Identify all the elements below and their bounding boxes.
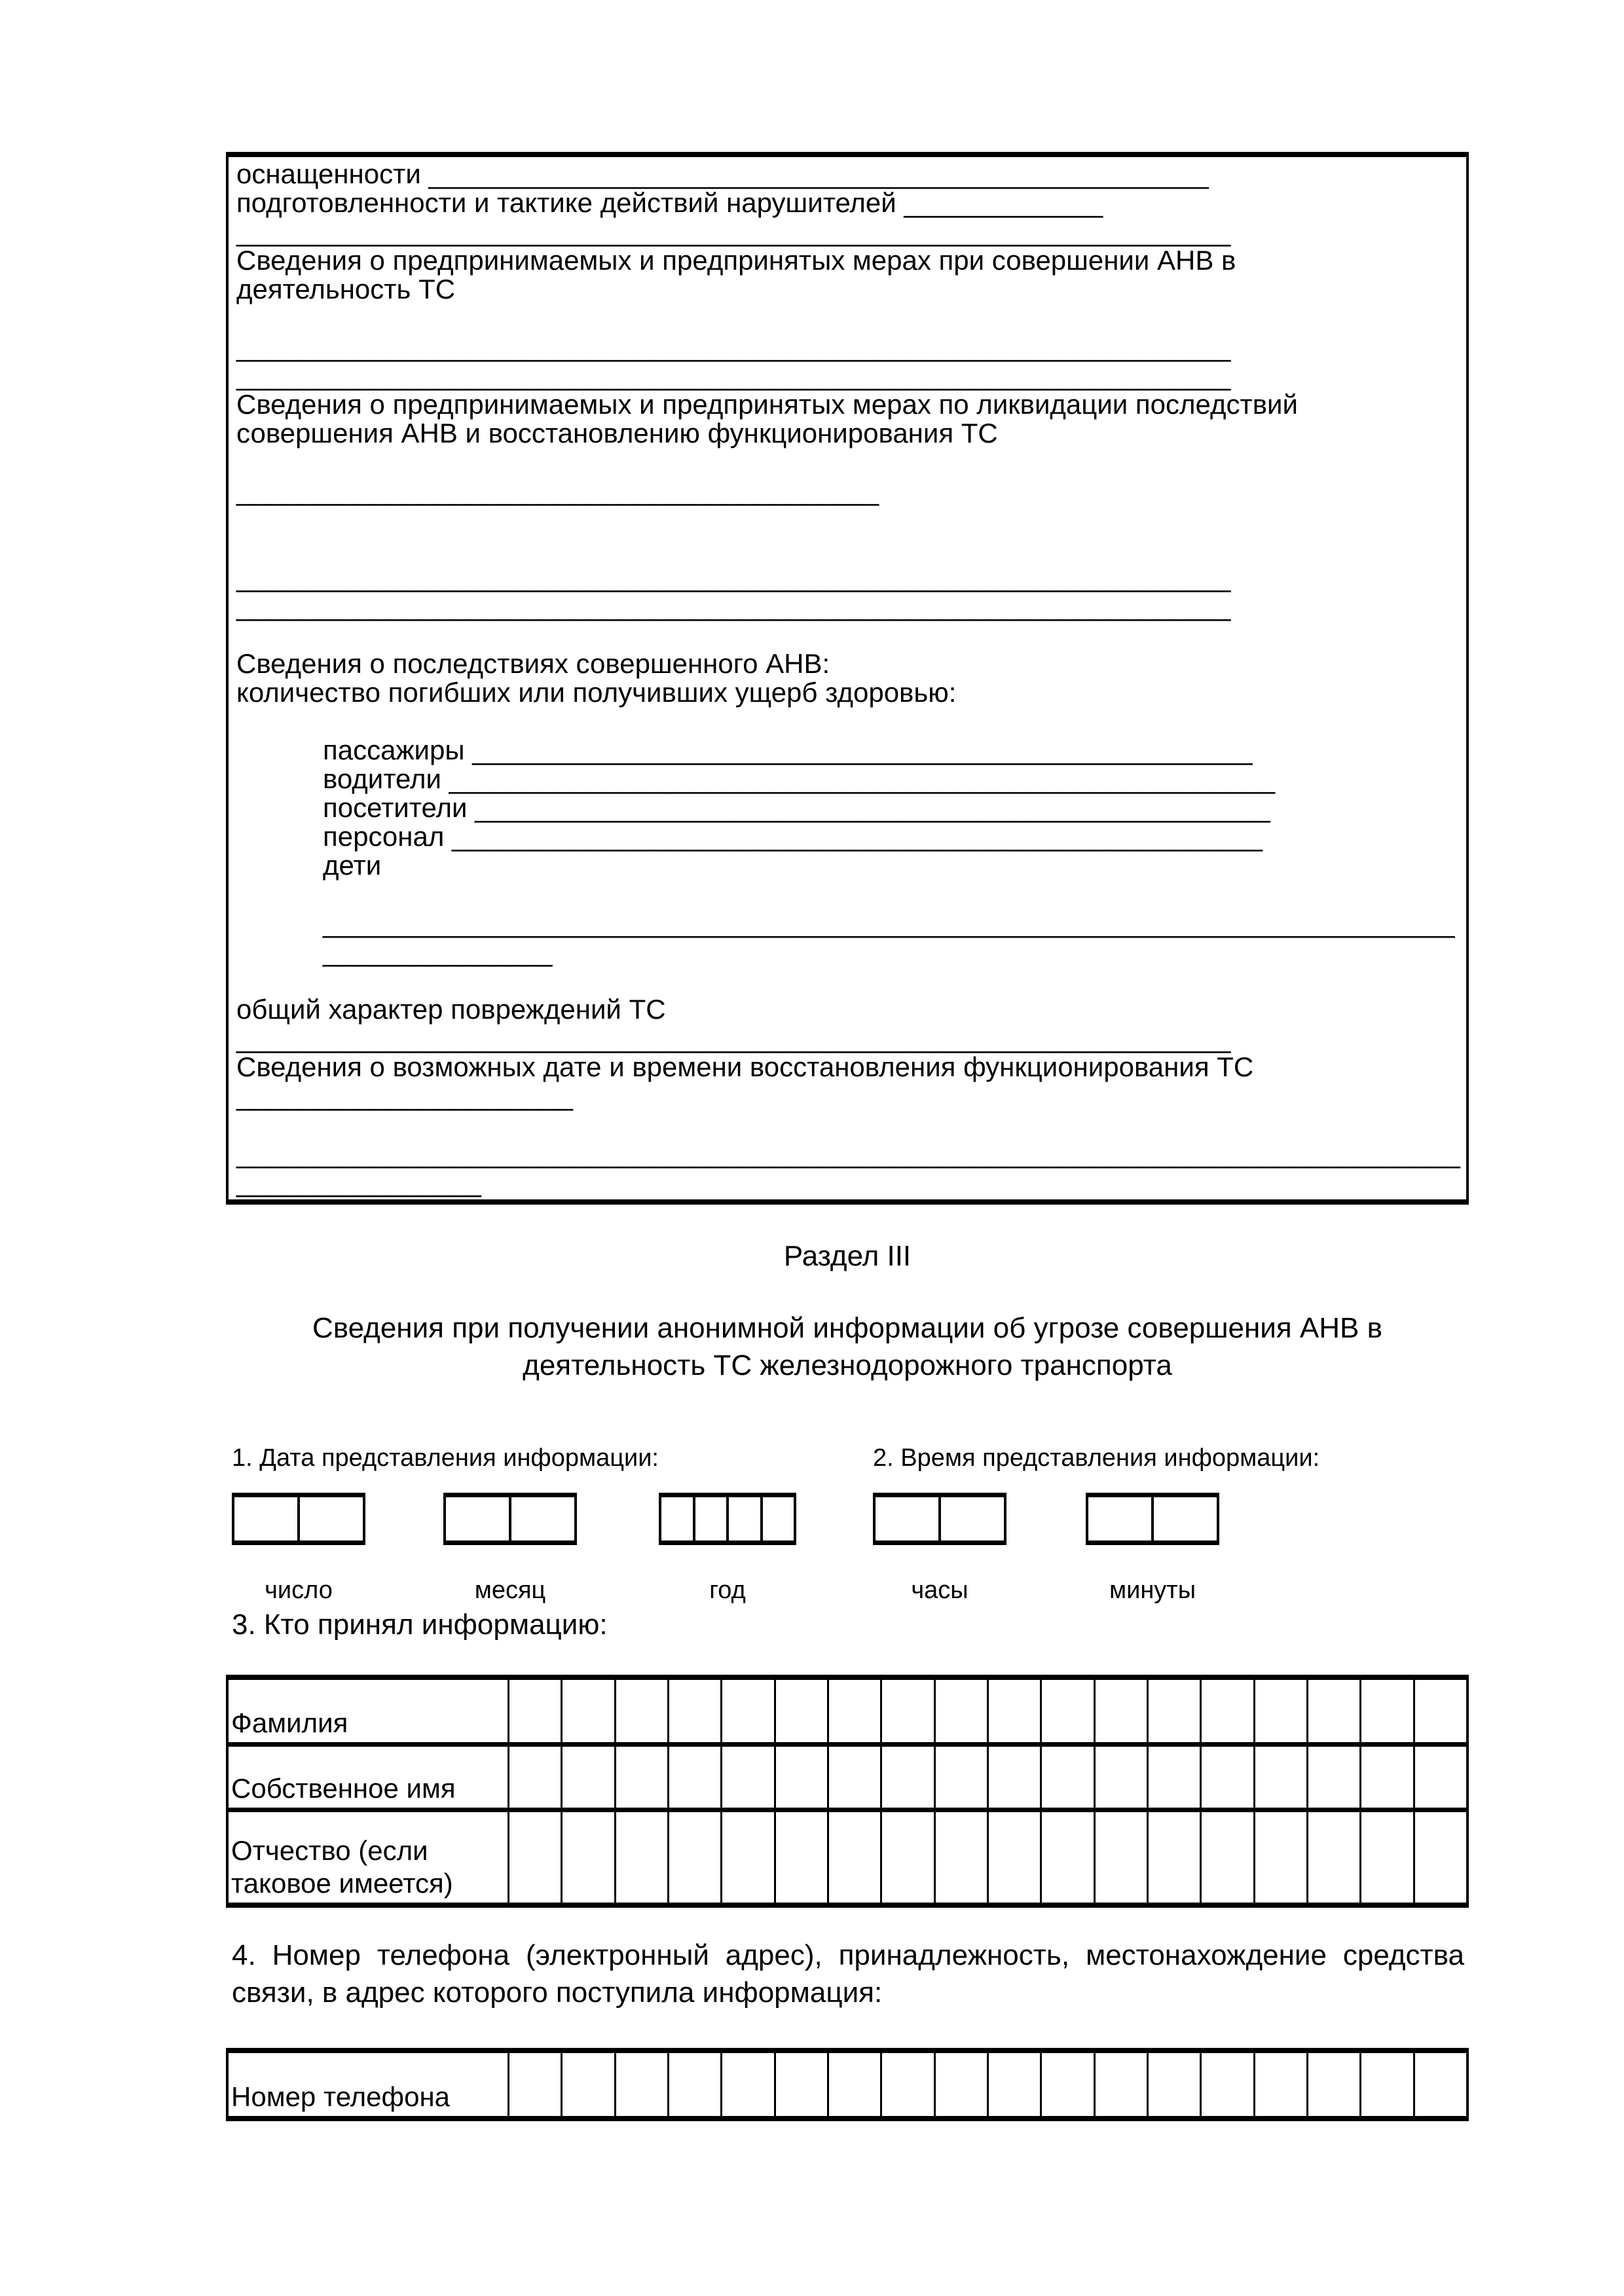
char-cell[interactable] <box>827 2053 880 2116</box>
char-cell[interactable] <box>987 1747 1040 1808</box>
date-box-group-3 <box>659 1493 796 1545</box>
fill-line: _________________________________________________________________ <box>236 1023 1231 1053</box>
fill-line: __________________________________________________________________________ <box>323 907 1455 938</box>
item2-time-label: 2. Время представления информации: <box>873 1444 1320 1472</box>
phone-table <box>226 2048 1469 2121</box>
char-cell[interactable] <box>1359 1747 1412 1808</box>
date-cell[interactable] <box>693 1497 727 1540</box>
char-cell[interactable] <box>614 1812 667 1903</box>
date-unit-label: год <box>709 1576 746 1604</box>
fill-line: ________________ <box>236 1167 481 1197</box>
char-cell[interactable] <box>1413 1812 1466 1903</box>
fill-line: _________________________________________________________________ <box>236 360 1231 391</box>
char-cell[interactable] <box>667 1812 720 1903</box>
date-cell[interactable] <box>876 1497 938 1540</box>
date-box-group-2 <box>443 1493 577 1545</box>
fill-line: _________________________________________________________________ <box>236 562 1231 592</box>
char-cell[interactable] <box>507 2053 561 2116</box>
char-cell[interactable] <box>1413 1680 1466 1742</box>
char-cell[interactable] <box>1200 1747 1253 1808</box>
date-box-group-5 <box>1086 1493 1219 1545</box>
char-cell[interactable] <box>667 1747 720 1808</box>
date-unit-label: число <box>265 1576 333 1604</box>
char-cell[interactable] <box>774 1747 827 1808</box>
date-cell[interactable] <box>234 1497 297 1540</box>
form-line: Сведения о предпринимаемых и предпринятых мерах по ликвидации последствий <box>236 389 1298 420</box>
section-subtitle: Сведения при получении анонимной информации об угрозе совершения АНВ в деятельность ТС железнодорожного транспорта <box>312 1312 1382 1381</box>
date-cell[interactable] <box>446 1497 509 1540</box>
char-cell[interactable] <box>934 1747 987 1808</box>
form-line: общий характер повреждений ТС <box>236 994 666 1025</box>
row-label: Номер телефона <box>231 2081 451 2112</box>
blank-line <box>236 534 1458 563</box>
section-heading: Раздел III <box>783 1240 912 1272</box>
char-cell[interactable] <box>1094 1680 1147 1742</box>
section2-box <box>226 152 1469 1205</box>
char-cell[interactable] <box>1413 1747 1466 1808</box>
char-cell[interactable] <box>774 1680 827 1742</box>
char-cell[interactable] <box>1253 1747 1306 1808</box>
date-cell[interactable] <box>297 1497 363 1540</box>
form-line: Сведения о последствиях совершенного АНВ: <box>236 648 830 679</box>
char-cell[interactable] <box>774 2053 827 2116</box>
blank-line <box>236 966 1458 995</box>
char-cell[interactable] <box>987 1812 1040 1903</box>
blank-line <box>236 880 1458 909</box>
char-cell[interactable] <box>667 2053 720 2116</box>
table-row <box>229 1742 1466 1808</box>
char-cell[interactable] <box>880 1747 933 1808</box>
char-cell[interactable] <box>667 1680 720 1742</box>
fill-line: _______________ <box>323 936 553 967</box>
fill-line: _________________________________________________________________ <box>236 331 1231 362</box>
date-cell[interactable] <box>661 1497 693 1540</box>
date-cell[interactable] <box>509 1497 574 1540</box>
fill-line: _________________________________________________________________ <box>236 591 1231 621</box>
char-cell[interactable] <box>1306 1812 1359 1903</box>
char-cell[interactable] <box>614 1747 667 1808</box>
date-box-group-4 <box>873 1493 1006 1545</box>
char-cell[interactable] <box>1253 2053 1306 2116</box>
char-cell[interactable] <box>1147 1747 1200 1808</box>
form-line: Сведения о возможных дате и времени восстановления функционирования ТС <box>236 1051 1254 1082</box>
date-unit-label: часы <box>911 1576 969 1604</box>
date-box-group-1 <box>232 1493 365 1545</box>
blank-line <box>236 304 1458 333</box>
date-unit-label: месяц <box>474 1576 546 1604</box>
who-table <box>226 1675 1469 1908</box>
date-cell[interactable] <box>726 1497 760 1540</box>
row-label: Фамилия <box>231 1707 348 1738</box>
char-cell[interactable] <box>987 2053 1040 2116</box>
form-line: персонал _____________________________________________________ <box>323 821 1263 852</box>
char-cell[interactable] <box>987 1680 1040 1742</box>
form-line: водители ______________________________________________________ <box>323 763 1275 794</box>
char-cell[interactable] <box>827 1680 880 1742</box>
blank-line <box>236 505 1458 534</box>
char-cell[interactable] <box>1359 2053 1412 2116</box>
char-cell[interactable] <box>614 2053 667 2116</box>
form-line: посетители ____________________________________________________ <box>323 792 1270 823</box>
form-line: Сведения о предпринимаемых и предпринятых мерах при совершении АНВ в <box>236 245 1236 276</box>
blank-line <box>236 448 1458 477</box>
blank-line <box>236 621 1458 649</box>
date-cell[interactable] <box>938 1497 1004 1540</box>
char-cell[interactable] <box>1147 2053 1200 2116</box>
item4-label: 4. Номер телефона (электронный адрес), принадлежность, местонахождение средства связи, в адрес которого поступила информация: <box>232 1939 1464 2009</box>
char-cell[interactable] <box>1253 1812 1306 1903</box>
char-cell[interactable] <box>1306 2053 1359 2116</box>
char-cell[interactable] <box>1040 1680 1093 1742</box>
char-cell[interactable] <box>561 1812 614 1903</box>
form-line: пассажиры ___________________________________________________ <box>323 735 1253 765</box>
date-cell[interactable] <box>760 1497 794 1540</box>
char-cell[interactable] <box>507 1812 561 1903</box>
form-line: совершения АНВ и восстановлению функционирования ТС <box>236 418 998 448</box>
char-cell[interactable] <box>827 1747 880 1808</box>
char-cell[interactable] <box>880 2053 933 2116</box>
char-cell[interactable] <box>934 1680 987 1742</box>
form-line: подготовленности и тактике действий нарушителей _____________ <box>236 187 1103 218</box>
char-cell[interactable] <box>1147 1812 1200 1903</box>
char-cell[interactable] <box>1040 1812 1093 1903</box>
char-cell[interactable] <box>561 1680 614 1742</box>
char-cell[interactable] <box>1359 1680 1412 1742</box>
row-label: Отчество (если таковое имеется) <box>231 1835 453 1899</box>
table-row <box>229 1680 1466 1742</box>
form-line: деятельность ТС <box>236 274 456 304</box>
char-cell[interactable] <box>1040 1747 1093 1808</box>
char-cell[interactable] <box>827 1812 880 1903</box>
char-cell[interactable] <box>1200 1680 1253 1742</box>
form-line: дети <box>323 850 382 881</box>
char-cell[interactable] <box>1200 1812 1253 1903</box>
char-cell[interactable] <box>1306 1747 1359 1808</box>
char-cell[interactable] <box>561 1747 614 1808</box>
char-cell[interactable] <box>507 1680 561 1742</box>
char-cell[interactable] <box>1147 1680 1200 1742</box>
char-cell[interactable] <box>774 1812 827 1903</box>
char-cell[interactable] <box>561 2053 614 2116</box>
char-cell[interactable] <box>1306 1680 1359 1742</box>
char-cell[interactable] <box>934 2053 987 2116</box>
row-label: Собственное имя <box>231 1773 456 1804</box>
blank-line <box>236 707 1458 736</box>
blank-line <box>236 1110 1458 1139</box>
char-cell[interactable] <box>934 1812 987 1903</box>
item3-label: 3. Кто принял информацию: <box>232 1609 608 1641</box>
form-line: количество погибших или получивших ущерб здоровью: <box>236 677 957 708</box>
char-cell[interactable] <box>1253 1680 1306 1742</box>
char-cell[interactable] <box>720 2053 773 2116</box>
char-cell[interactable] <box>880 1812 933 1903</box>
fill-line: ________________________________________________________________________________ <box>236 1138 1460 1169</box>
table-row <box>229 2053 1466 2116</box>
item1-date-label: 1. Дата представления информации: <box>232 1444 659 1472</box>
char-cell[interactable] <box>1200 2053 1253 2116</box>
fill-line: _________________________________________________________________ <box>236 216 1231 247</box>
date-cell[interactable] <box>1088 1497 1151 1540</box>
table-row <box>229 1808 1466 1903</box>
char-cell[interactable] <box>720 1812 773 1903</box>
char-cell[interactable] <box>1094 1747 1147 1808</box>
fill-line: ______________________ <box>236 1080 573 1111</box>
date-cell[interactable] <box>1151 1497 1217 1540</box>
char-cell[interactable] <box>1094 2053 1147 2116</box>
form-line: оснащенности ___________________________________________________ <box>236 158 1209 189</box>
char-cell[interactable] <box>614 1680 667 1742</box>
char-cell[interactable] <box>1094 1812 1147 1903</box>
char-cell[interactable] <box>1040 2053 1093 2116</box>
char-cell[interactable] <box>1413 2053 1466 2116</box>
date-unit-label: минуты <box>1109 1576 1196 1604</box>
char-cell[interactable] <box>720 1747 773 1808</box>
char-cell[interactable] <box>1359 1812 1412 1903</box>
fill-line: __________________________________________ <box>236 475 879 506</box>
char-cell[interactable] <box>720 1680 773 1742</box>
char-cell[interactable] <box>880 1680 933 1742</box>
char-cell[interactable] <box>507 1747 561 1808</box>
